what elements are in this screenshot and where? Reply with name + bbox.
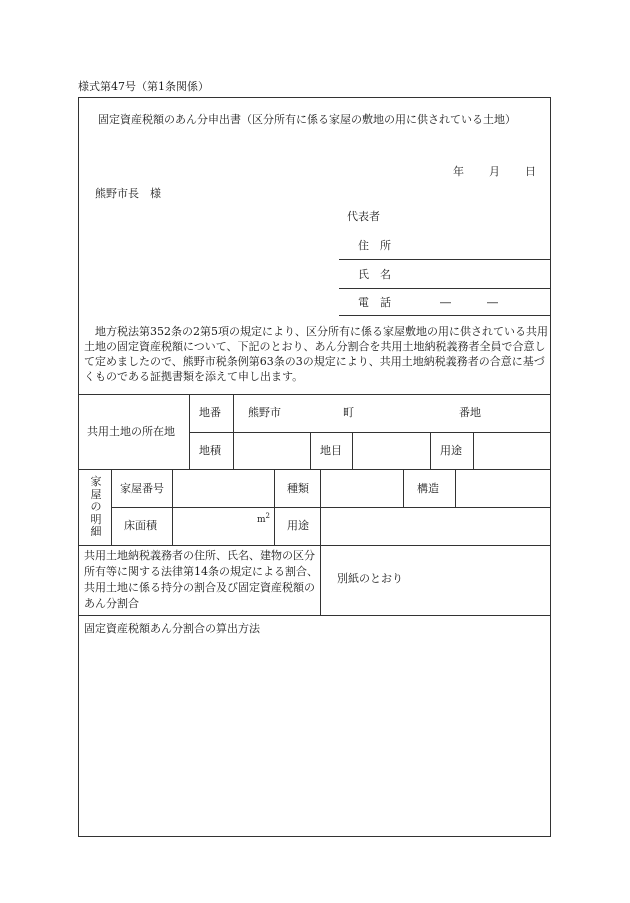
name-underline (339, 288, 551, 289)
house-row-divider (111, 507, 551, 508)
date-year: 年 (453, 165, 464, 178)
land-area-label: 地積 (199, 444, 221, 457)
address-underline (339, 259, 551, 260)
land-col-3 (310, 432, 311, 469)
ratio-value: 別紙のとおり (337, 572, 403, 585)
land-bottom-border (78, 469, 551, 470)
banchi-label: 番地 (459, 406, 481, 419)
date-day: 日 (525, 165, 536, 178)
calculation-method-label: 固定資産税額あん分割合の算出方法 (84, 622, 260, 635)
land-usage-label: 用途 (440, 444, 462, 457)
house-col-6 (455, 469, 456, 507)
ratio-label: 共用土地納税義務者の住所、氏名、建物の区分所有等に関する法律第14条の規定による割合、共用土地に係る持分の割合及び固定資産税額のあん分割合 (84, 549, 318, 610)
land-col-1 (189, 394, 190, 469)
land-col-4 (352, 432, 353, 469)
table-top-border (78, 394, 551, 395)
house-bottom-border (78, 545, 551, 546)
address-label: 住 所 (358, 239, 391, 252)
date-month: 月 (489, 165, 500, 178)
city-name: 熊野市 (248, 406, 281, 419)
phone-dash-1: ― (440, 296, 451, 309)
form-id: 様式第47号（第1条関係） (78, 80, 209, 93)
representative-label: 代表者 (347, 210, 380, 223)
form-frame (78, 97, 551, 837)
floor-area-label: 床面積 (124, 519, 157, 532)
phone-underline (339, 315, 551, 316)
form-title: 固定資産税額のあん分申出書（区分所有に係る家屋の敷地の用に供されている土地） (98, 113, 516, 126)
house-number-label: 家屋番号 (120, 482, 164, 495)
ratio-bottom-border (78, 615, 551, 616)
land-col-6 (473, 432, 474, 469)
house-col-1 (111, 469, 112, 545)
phone-dash-2: ― (487, 296, 498, 309)
land-col-2 (233, 394, 234, 469)
town-label: 町 (343, 406, 354, 419)
name-label: 氏 名 (358, 268, 391, 281)
ratio-col (320, 545, 321, 615)
house-details-label: 家 屋 の 明 細 (90, 475, 102, 538)
land-location-label: 共用土地の所在地 (87, 425, 175, 438)
house-col-4 (320, 469, 321, 545)
house-structure-label: 構造 (417, 482, 439, 495)
square-meter-unit: $m^2$ (257, 512, 271, 525)
phone-label: 電 話 (358, 296, 391, 309)
house-kind-label: 種類 (287, 482, 309, 495)
house-col-3 (274, 469, 275, 545)
house-col-2 (172, 469, 173, 545)
lot-number-label: 地番 (199, 406, 221, 419)
land-row-divider (189, 432, 551, 433)
addressee: 熊野市長 様 (95, 187, 161, 200)
house-col-5 (403, 469, 404, 507)
land-col-5 (430, 432, 431, 469)
house-usage-label: 用途 (287, 519, 309, 532)
declaration-text: 地方税法第352条の2第5項の規定により、区分所有に係る家屋敷地の用に供されている共用土地の固定資産税額について、下記のとおり、あん分割合を共用土地納税義務者全員で合意して定めましたので、熊野市税条例第63条の3の規定により、共用土地納税義務者の合意に基づくものである証拠書類を添えて申し出ます。 (84, 325, 548, 383)
land-category-label: 地目 (320, 444, 342, 457)
